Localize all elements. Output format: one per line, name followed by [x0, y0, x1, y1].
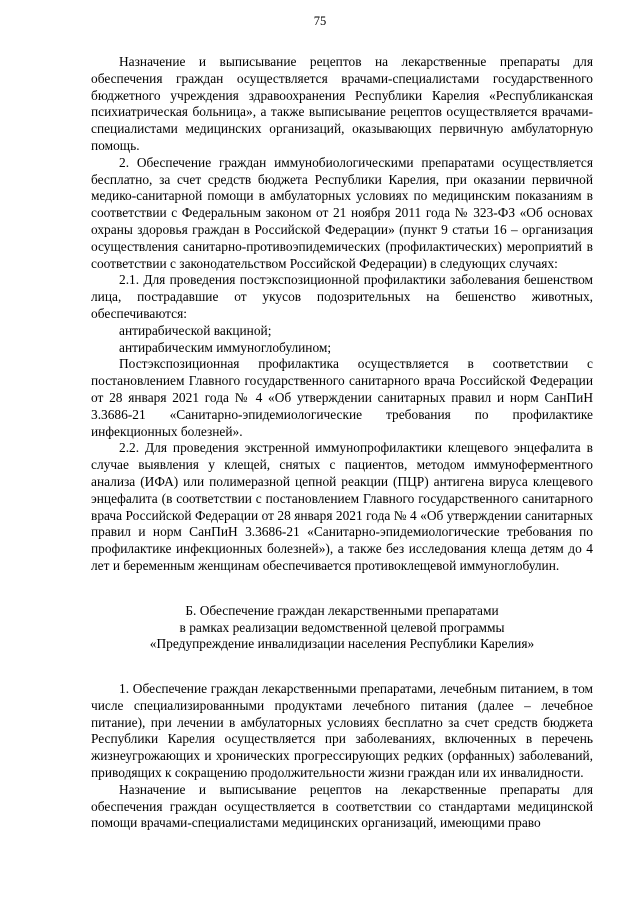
paragraph-tick-encephalitis: 2.2. Для проведения экстренной иммунопрофилактики клещевого энцефалита в случае выявления у клещей, снятых с пациентов, методом иммуноферментного анализа (ИФА) или полимеразной цепной реакции (ПЦР) антигена вируса клещевого энцефалита (в соответствии с постановлением Главного государственного санитарного врача Российской Федерации от 28 января 2021 года № 4 «Об утверждении санитарных правил и норм СанПиН 3.3686-21 «Санитарно-эпидемиологические требования по профилактике инфекционных болезней»), а также без исследования клеща детям до 4 лет и беременным женщинам обеспечивается противоклещевой иммуноглобулин.: [91, 440, 593, 573]
paragraph-rabies-prophylaxis: 2.1. Для проведения постэкспозиционной профилактики заболевания бешенством лица, пострадавшие от укусов подозрительных на бешенство животных, обеспечиваются:: [91, 272, 593, 321]
spacer: [91, 653, 593, 681]
paragraph-postexposure-regulation: Постэкспозиционная профилактика осуществляется в соответствии с постановлением Главного государственного санитарного врача Российской Федерации от 28 января 2021 года № 4 «Об утверждении санитарных правил и норм СанПиН 3.3686-21 «Санитарно-эпидемиологические требования по профилактике инфекционных болезней».: [91, 356, 593, 439]
paragraph-prescription-standards: Назначение и выписывание рецептов на лекарственные препараты для обеспечения граждан осуществляется в соответствии со стандартами медицинской помощи врачами-специалистами медицинских организаций, имеющими право: [91, 781, 593, 831]
paragraph-orphan-diseases: 1. Обеспечение граждан лекарственными препаратами, лечебным питанием, в том числе специализированными продуктами лечебного питания (далее – лечебное питание), при лечении в амбулаторных условиях бесплатно за счет средств бюджета Республики Карелия осуществляется при заболеваниях, включенных в перечень жизнеугрожающих и хронических прогрессирующих редких (орфанных) заболеваний, приводящих к сокращению продолжительности жизни граждан или их инвалидности.: [91, 681, 593, 781]
section-b-heading: [91, 603, 593, 653]
section-b-heading-line: «Предупреждение инвалидизации населения Республики Карелия»: [149, 636, 535, 652]
document-body: [91, 54, 593, 832]
page-number: 75: [313, 14, 327, 28]
paragraph-prescription-psychiatric: Назначение и выписывание рецептов на лекарственные препараты для обеспечения граждан осуществляется врачами-специалистами государственного бюджетного учреждения здравоохранения Республики Карелия «Республиканская психиатрическая больница», а также выписывание рецептов осуществляется врачами-специалистами медицинских организаций, оказывающих первичную амбулаторную помощь.: [91, 54, 593, 153]
paragraph-immunobiological-provision: 2. Обеспечение граждан иммунобиологическими препаратами осуществляется бесплатно, за счет средств бюджета Республики Карелия, при оказании первичной медико-санитарной помощи в амбулаторных условиях по медицинским показаниям в соответствии с Федеральным законом от 21 ноября 2011 года № 323-ФЗ «Об основах охраны здоровья граждан в Российской Федерации» (пункт 9 статьи 16 – организация осуществления санитарно-противоэпидемических (профилактических) мероприятий в соответствии с законодательством Российской Федерации) в следующих случаях:: [91, 154, 593, 271]
section-b-heading-line: в рамках реализации ведомственной целевой программы: [179, 619, 505, 635]
section-b-heading-line: Б. Обеспечение граждан лекарственными препаратами: [185, 602, 499, 618]
list-item-rabies-immunoglobulin: антирабическим иммуноглобулином;: [119, 339, 332, 355]
list-item-rabies-vaccine: антирабической вакциной;: [119, 322, 272, 338]
